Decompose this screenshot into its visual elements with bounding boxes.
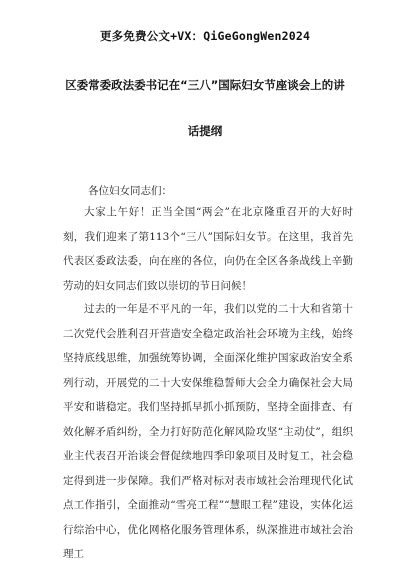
header-note: 更多免费公文+VX：QiGeGongWen2024 (99, 29, 311, 43)
document-title-continued: 话提纲 (187, 124, 223, 138)
paragraph-opening: 大家上午好！正当全国“两会”在北京隆重召开的大好时刻，我们迎来了第113个“三八”国际妇女节。在这里，我首先代表区委政法委，向在座的各位，向仍在全区各条战线上辛勤劳动的妇女同志们致以崇切的节日问候！ (63, 206, 353, 292)
salutation: 各位妇女同志们： (88, 185, 172, 197)
document-title: 区委常委政法委书记在“三八”国际妇女节座谈会上的讲 (65, 78, 345, 92)
paragraph-review: 过去的一年是不平凡的一年，我们以党的二十大和省第十二次党代会胜利召开营造安全稳定政治社会环境为主线，始终坚持底线思维，加强统筹协调，全面深化维护国家政治安全系列行动，开展党的二十大安保维稳誓师大会全力确保社会大局平安和谐稳定。我们坚持抓早抓小抓预防，坚持全面排查、有效化解矛盾纠纷，全力打好防范化解风险攻坚“主动仗”，组织业主代表召开治谈会督促续地四季印象项目及时复工，社会稳定得到进一步保障。我们严格对标对表市域社会治理现代化试点工作指引，全面推动“雪亮工程”“慧眼工程”建设，实体化运行综治中心，优化网格化服务管理体系，纵深推进市域社会治理工 (63, 303, 353, 560)
